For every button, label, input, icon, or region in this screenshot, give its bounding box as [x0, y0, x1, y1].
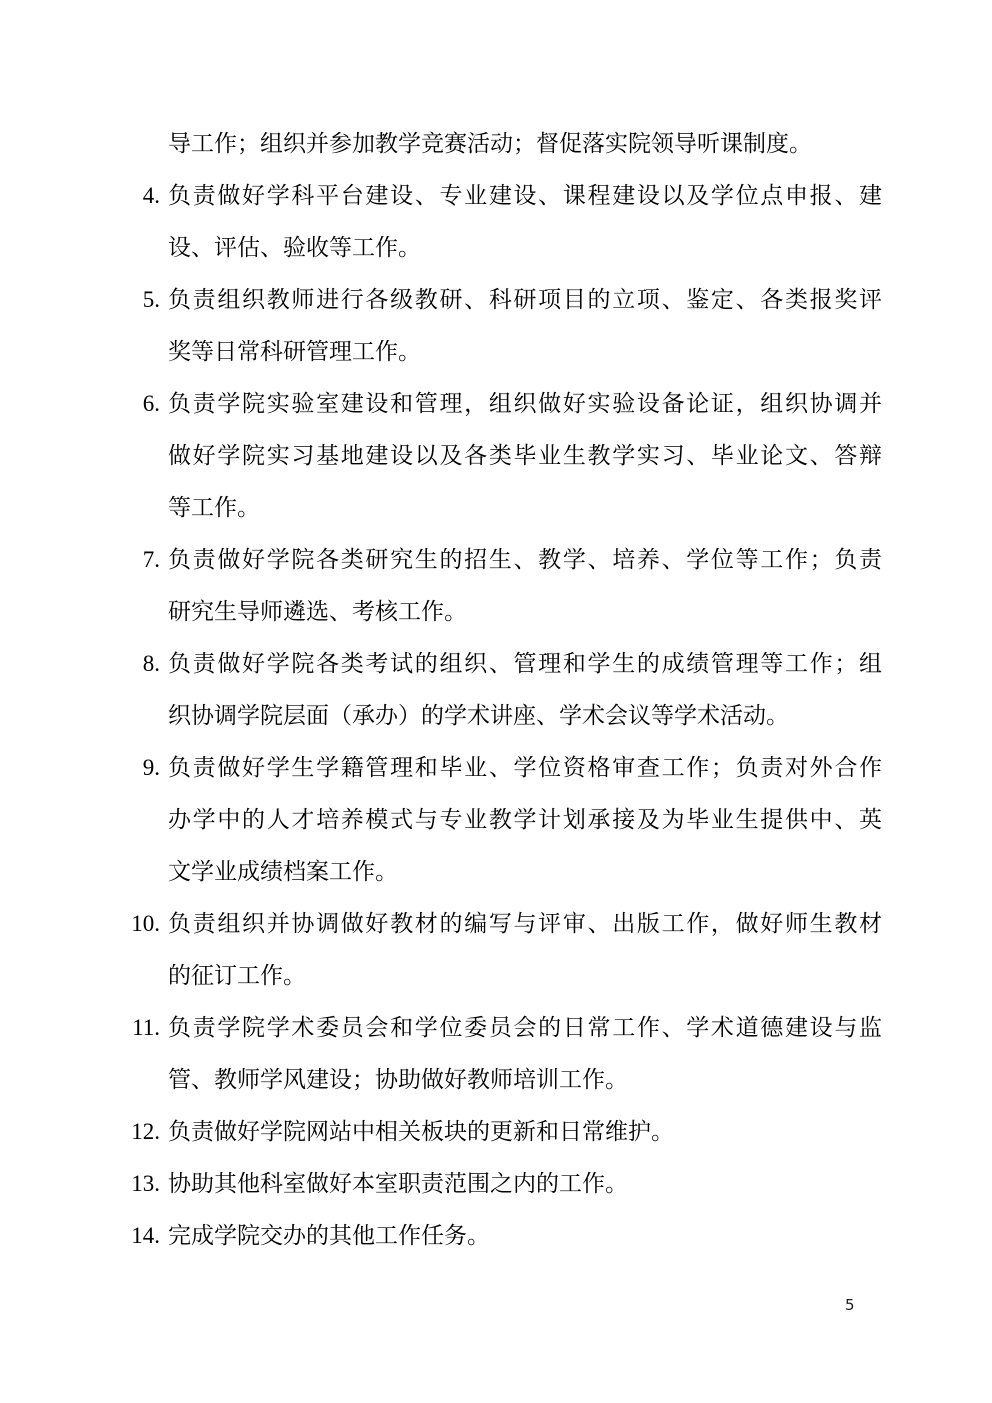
- text-line: 等工作。: [168, 495, 260, 520]
- text-line: 负责做好学科平台建设、专业建设、课程建设以及学位点申报、建: [168, 183, 882, 208]
- text-line: 完成学院交办的其他工作任务。: [168, 1223, 490, 1248]
- list-item-number: 4.: [142, 183, 160, 208]
- list-item-text: [168, 534, 882, 638]
- text-line: 研究生导师遴选、考核工作。: [168, 599, 467, 624]
- list-item: [128, 1158, 882, 1210]
- list-item-number: 6.: [142, 391, 160, 416]
- text-line: 负责做好学院各类考试的组织、管理和学生的成绩管理等工作；组: [168, 651, 882, 676]
- text-line: 管、教师学风建设；协助做好教师培训工作。: [168, 1067, 628, 1092]
- list-item-text: [168, 378, 882, 534]
- list-item-text: [168, 118, 882, 170]
- text-line: 奖等日常科研管理工作。: [168, 339, 421, 364]
- list-item-number: 7.: [142, 547, 160, 572]
- text-line: 文学业成绩档案工作。: [168, 859, 398, 884]
- list-item: [128, 170, 882, 274]
- list-item-text: [168, 898, 882, 1002]
- text-line: 办学中的人才培养模式与专业教学计划承接及为毕业生提供中、英: [168, 807, 882, 832]
- list-item-text: [168, 1210, 882, 1262]
- list-item-number: 12.: [131, 1119, 160, 1144]
- text-line: 负责组织并协调做好教材的编写与评审、出版工作，做好师生教材: [168, 911, 882, 936]
- list-item-text: [168, 1158, 882, 1210]
- list-item-text: [168, 742, 882, 898]
- list-item-text: [168, 1106, 882, 1158]
- text-line: 负责学院实验室建设和管理，组织做好实验设备论证，组织协调并: [168, 391, 882, 416]
- text-line: 导工作；组织并参加教学竞赛活动；督促落实院领导听课制度。: [168, 131, 812, 156]
- text-line: 的征订工作。: [168, 963, 306, 988]
- text-line: 设、评估、验收等工作。: [168, 235, 421, 260]
- list-item: [128, 638, 882, 742]
- paragraph-continuation: [128, 118, 882, 170]
- list-item: [128, 1106, 882, 1158]
- list-item: [128, 1210, 882, 1262]
- text-line: 负责做好学院网站中相关板块的更新和日常维护。: [168, 1119, 674, 1144]
- document-body: [128, 118, 882, 1262]
- list-item: [128, 898, 882, 1002]
- list-item-number: 13.: [131, 1171, 160, 1196]
- list-item-number: 9.: [142, 755, 160, 780]
- list-item-number: 8.: [142, 651, 160, 676]
- text-line: 织协调学院层面（承办）的学术讲座、学术会议等学术活动。: [168, 703, 789, 728]
- text-line: 负责做好学院各类研究生的招生、教学、培养、学位等工作；负责: [168, 547, 882, 572]
- list-item: [128, 378, 882, 534]
- list-item-text: [168, 274, 882, 378]
- list-item: [128, 274, 882, 378]
- text-line: 负责组织教师进行各级教研、科研项目的立项、鉴定、各类报奖评: [168, 287, 882, 312]
- text-line: 做好学院实习基地建设以及各类毕业生教学实习、毕业论文、答辩: [168, 443, 882, 468]
- list-item-text: [168, 638, 882, 742]
- list-item-number: 11.: [132, 1015, 160, 1040]
- list-item-text: [168, 1002, 882, 1106]
- text-line: 负责学院学术委员会和学位委员会的日常工作、学术道德建设与监: [168, 1015, 882, 1040]
- list-item-number: 14.: [131, 1223, 160, 1248]
- list-item-text: [168, 170, 882, 274]
- page-number: 5: [845, 1296, 855, 1314]
- list-item: [128, 534, 882, 638]
- list-item-number: 5.: [142, 287, 160, 312]
- text-line: 负责做好学生学籍管理和毕业、学位资格审查工作；负责对外合作: [168, 755, 882, 780]
- text-line: 协助其他科室做好本室职责范围之内的工作。: [168, 1171, 628, 1196]
- list-item-number: 10.: [131, 911, 160, 936]
- list-item: [128, 742, 882, 898]
- list-item: [128, 1002, 882, 1106]
